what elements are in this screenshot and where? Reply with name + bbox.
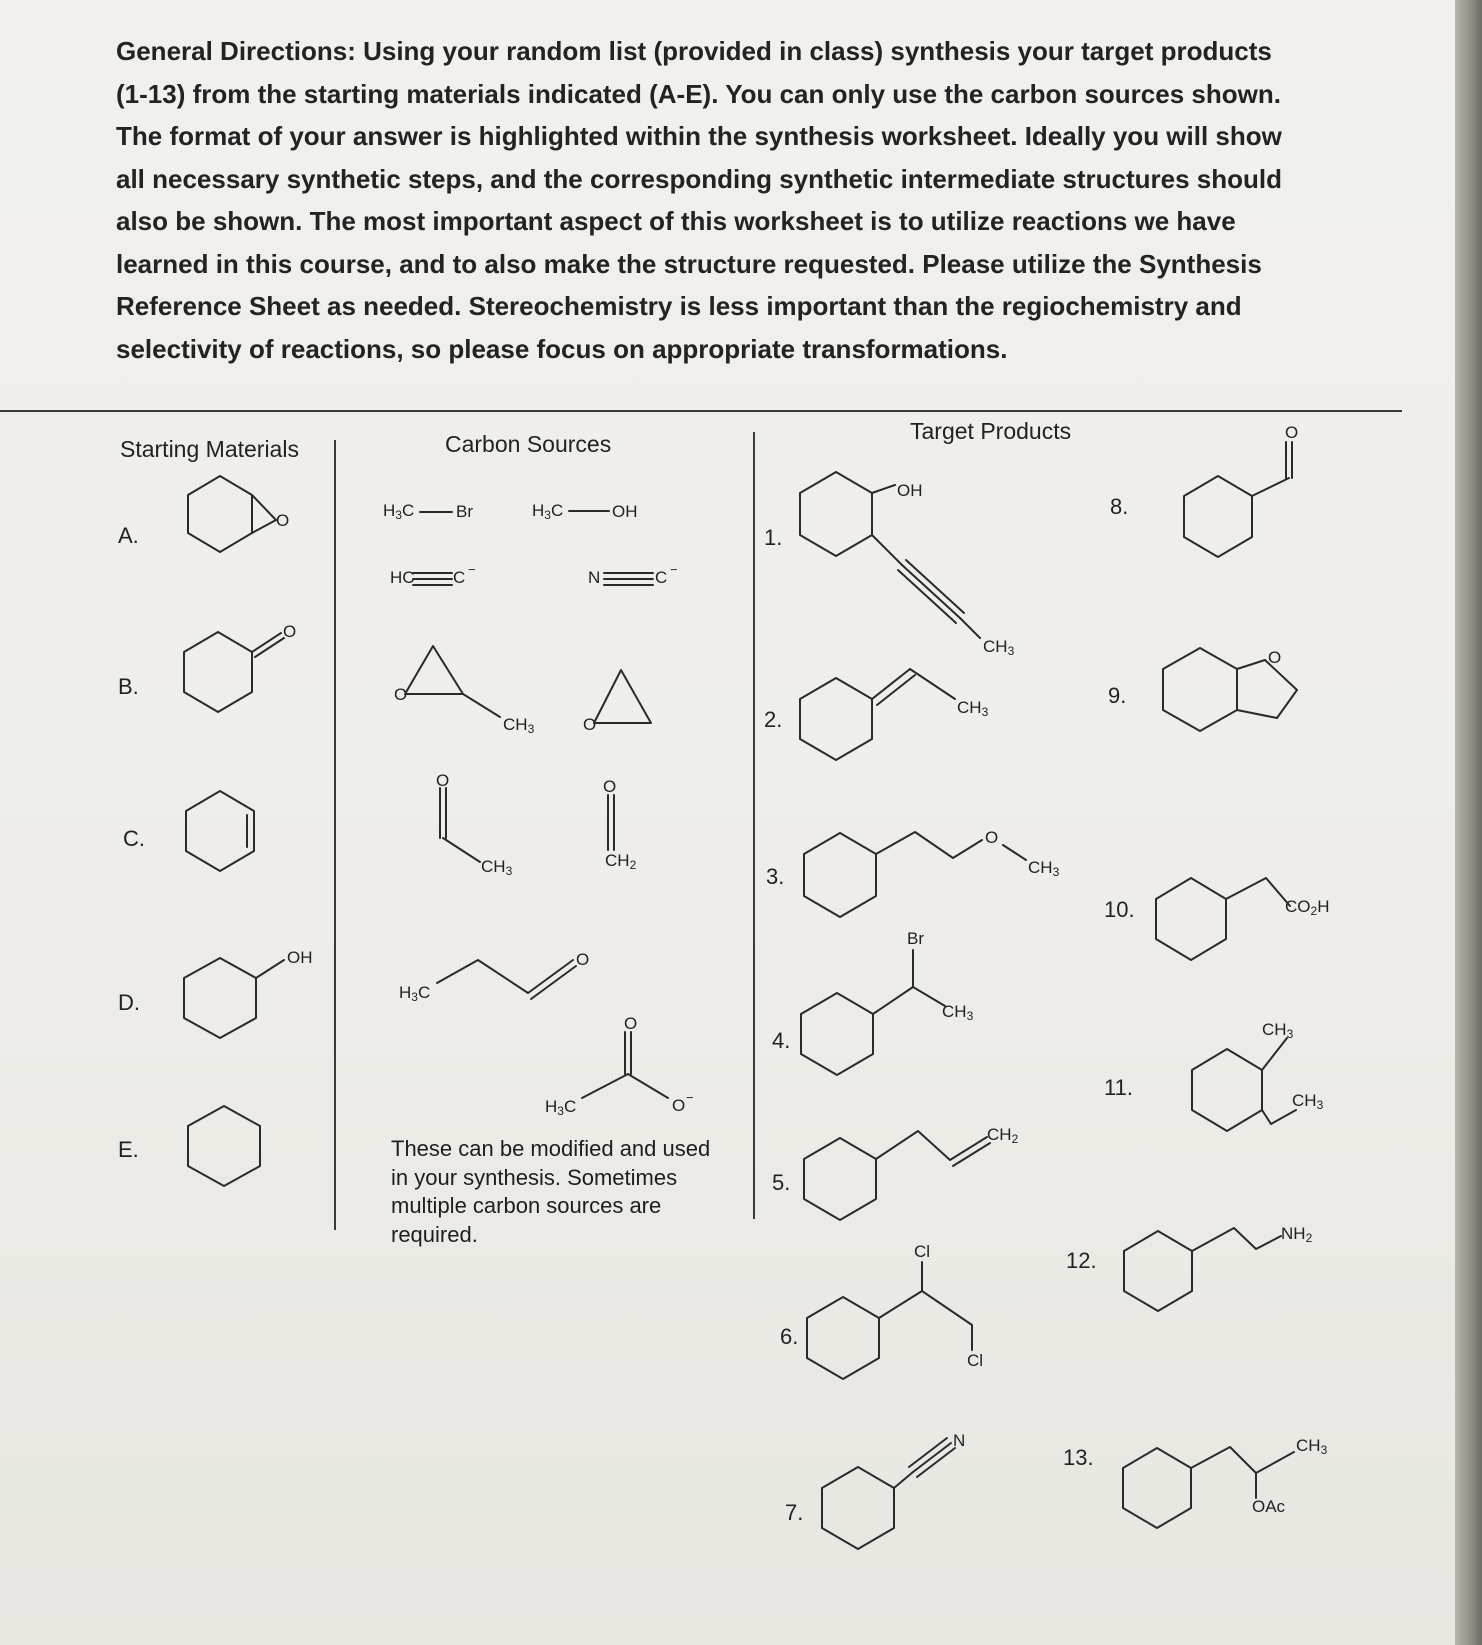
atom-label: O: [276, 511, 290, 530]
atom-label: O: [436, 771, 450, 790]
product-7-nitrile-bond: [894, 1472, 913, 1488]
atom-label: O: [985, 828, 999, 847]
product-10-chain: [1226, 878, 1290, 906]
product-number-1: 1.: [764, 525, 783, 550]
product-9-ring: [1163, 648, 1237, 731]
propylene-oxide-ring: [405, 646, 463, 694]
atom-label: Br: [456, 502, 473, 521]
product-11-ethyl-chain: [1262, 1110, 1296, 1124]
product-7-triple-bond: [917, 1448, 955, 1477]
propanal-chain: [437, 960, 528, 993]
atom-label: $CH_3$: [503, 715, 535, 736]
product-1-triple-bond: [902, 565, 960, 618]
product-number-3: 3.: [766, 864, 785, 889]
atom-label: C: [453, 568, 466, 587]
product-8-chain: [1252, 478, 1289, 496]
charge-label: −: [686, 1090, 694, 1105]
header-carbon-sources: Carbon Sources: [445, 431, 612, 457]
product-number-12: 12.: [1066, 1248, 1097, 1273]
product-number-5: 5.: [772, 1170, 791, 1195]
atom-label: C: [655, 568, 668, 587]
starting-E-cyclohexane-ring: [188, 1106, 260, 1186]
product-7-triple-bond: [913, 1443, 951, 1472]
product-3-ether-bond: [1003, 845, 1026, 860]
label-C: C.: [123, 826, 145, 851]
product-number-4: 4.: [772, 1028, 791, 1053]
atom-label: $CH_3$: [983, 637, 1015, 658]
starting-B-cyclohexane-ring: [184, 632, 252, 712]
atom-label: $CO_2H$: [1285, 897, 1330, 918]
atom-label: $H_3C$: [532, 501, 564, 522]
atom-label: $CH_3$: [1262, 1020, 1294, 1041]
label-D: D.: [118, 990, 140, 1015]
product-1-alkyne-bond: [872, 535, 902, 565]
atom-label: O: [672, 1096, 686, 1115]
header-target-products: Target Products: [910, 418, 1072, 444]
product-10-ring: [1156, 878, 1226, 960]
product-number-13: 13.: [1063, 1445, 1094, 1470]
product-1-ring: [800, 472, 872, 556]
atom-label: $H_3C$: [383, 501, 415, 522]
atom-label: O: [576, 950, 590, 969]
atom-label: N: [588, 568, 601, 587]
atom-label: $NH_2$: [1281, 1224, 1313, 1245]
starting-A-epoxide-bond: [252, 520, 276, 533]
product-11-methyl-bond: [1262, 1038, 1287, 1070]
atom-label: Br: [907, 929, 924, 948]
atom-label: Cl: [967, 1351, 984, 1370]
atom-label: $CH_3$: [481, 857, 513, 878]
starting-C-cyclohexene-ring: [186, 791, 254, 871]
atom-label: $CH_3$: [1292, 1091, 1324, 1112]
product-13-ring: [1123, 1448, 1191, 1528]
product-13-chain: [1191, 1447, 1294, 1473]
atom-label: $H_3C$: [399, 983, 431, 1004]
propanal-carbonyl-bond: [528, 960, 573, 993]
label-B: B.: [118, 674, 139, 699]
product-number-7: 7.: [785, 1500, 804, 1525]
acetaldehyde-methyl-bond: [443, 838, 480, 862]
product-6-chain: [879, 1291, 972, 1350]
header-starting-materials: Starting Materials: [120, 436, 299, 462]
product-12-chain: [1192, 1228, 1281, 1251]
acetate-oxide-bond: [628, 1074, 668, 1098]
atom-label: O: [394, 685, 408, 704]
starting-D-carbinol-bond: [256, 960, 284, 978]
product-1-hydroxyl-bond: [872, 485, 895, 493]
atom-label: $CH_2$: [605, 851, 637, 872]
product-11-ring: [1192, 1049, 1262, 1131]
starting-A-cyclohexane-ring: [188, 476, 252, 552]
atom-label: $H_3C$: [545, 1097, 577, 1118]
label-E: E.: [118, 1137, 139, 1162]
product-8-ring: [1184, 476, 1252, 557]
product-2-chain-bond: [910, 669, 955, 699]
product-12-ring: [1124, 1231, 1192, 1311]
general-directions: General Directions: Using your random list (provided in class) synthesis your target products (1-13) from the starting materials indicated (A-E). You can only use the carbon sources shown. The format of your answer is highlighted within the synthesis worksheet. Ideally you will show all necessary synthetic steps, and the corresponding synthetic intermediate structures should also be shown. The most important aspect of this worksheet is to utilize reactions we have learned in this course, and to also make the structure requested. Please utilize the Synthesis Reference Sheet as needed. Stereochemistry is less important than the regiochemistry and selectivity of reactions, so please focus on appropriate transformations.: [116, 36, 1283, 364]
product-5-chain: [876, 1131, 950, 1160]
product-2-ring: [800, 678, 872, 760]
product-9-furan-ring: [1237, 660, 1297, 718]
starting-D-cyclohexane-ring: [184, 958, 256, 1038]
atom-label: $CH_3$: [957, 698, 989, 719]
atom-label: O: [1285, 423, 1299, 442]
propylene-oxide-methyl-bond: [463, 694, 500, 717]
atom-label: O: [283, 622, 297, 641]
atom-label: $CH_2$: [987, 1125, 1019, 1146]
product-4-chain: [873, 987, 945, 1014]
ethylene-oxide-ring: [594, 670, 651, 723]
atom-label: OH: [287, 948, 313, 967]
carbon-sources-note: These can be modified and used in your synthesis. Sometimes multiple carbon sources are required.: [391, 1136, 711, 1247]
label-A: A.: [118, 523, 139, 548]
acetate-methyl-bond: [582, 1074, 628, 1098]
product-number-11: 11.: [1104, 1075, 1133, 1100]
charge-label: −: [468, 562, 476, 577]
product-4-ring: [801, 993, 873, 1075]
atom-label: OH: [612, 502, 638, 521]
product-3-ring: [804, 833, 876, 917]
atom-label: N: [953, 1431, 966, 1450]
starting-A-epoxide-bond: [252, 495, 276, 520]
product-number-8: 8.: [1110, 494, 1129, 519]
product-6-ring: [807, 1297, 879, 1379]
product-3-chain: [876, 832, 982, 858]
product-number-9: 9.: [1108, 683, 1127, 708]
product-5-ring: [804, 1138, 876, 1220]
atom-label: OH: [897, 481, 923, 500]
product-number-2: 2.: [764, 707, 783, 732]
product-7-triple-bond: [909, 1438, 947, 1467]
atom-label: O: [603, 777, 617, 796]
atom-label: O: [583, 715, 597, 734]
atom-label: OAc: [1252, 1497, 1286, 1516]
product-number-10: 10.: [1104, 897, 1135, 922]
propanal-carbonyl-bond: [531, 966, 576, 999]
product-number-6: 6.: [780, 1324, 799, 1349]
atom-label: O: [1268, 648, 1282, 667]
atom-label: O: [624, 1014, 638, 1033]
product-7-ring: [822, 1467, 894, 1549]
atom-label: $CH_3$: [942, 1002, 974, 1023]
atom-label: $CH_3$: [1296, 1436, 1328, 1457]
product-1-methyl-bond: [960, 618, 980, 638]
charge-label: −: [670, 562, 678, 577]
atom-label: Cl: [914, 1242, 931, 1261]
atom-label: $CH_3$: [1028, 858, 1060, 879]
atom-label: HC: [390, 568, 415, 587]
